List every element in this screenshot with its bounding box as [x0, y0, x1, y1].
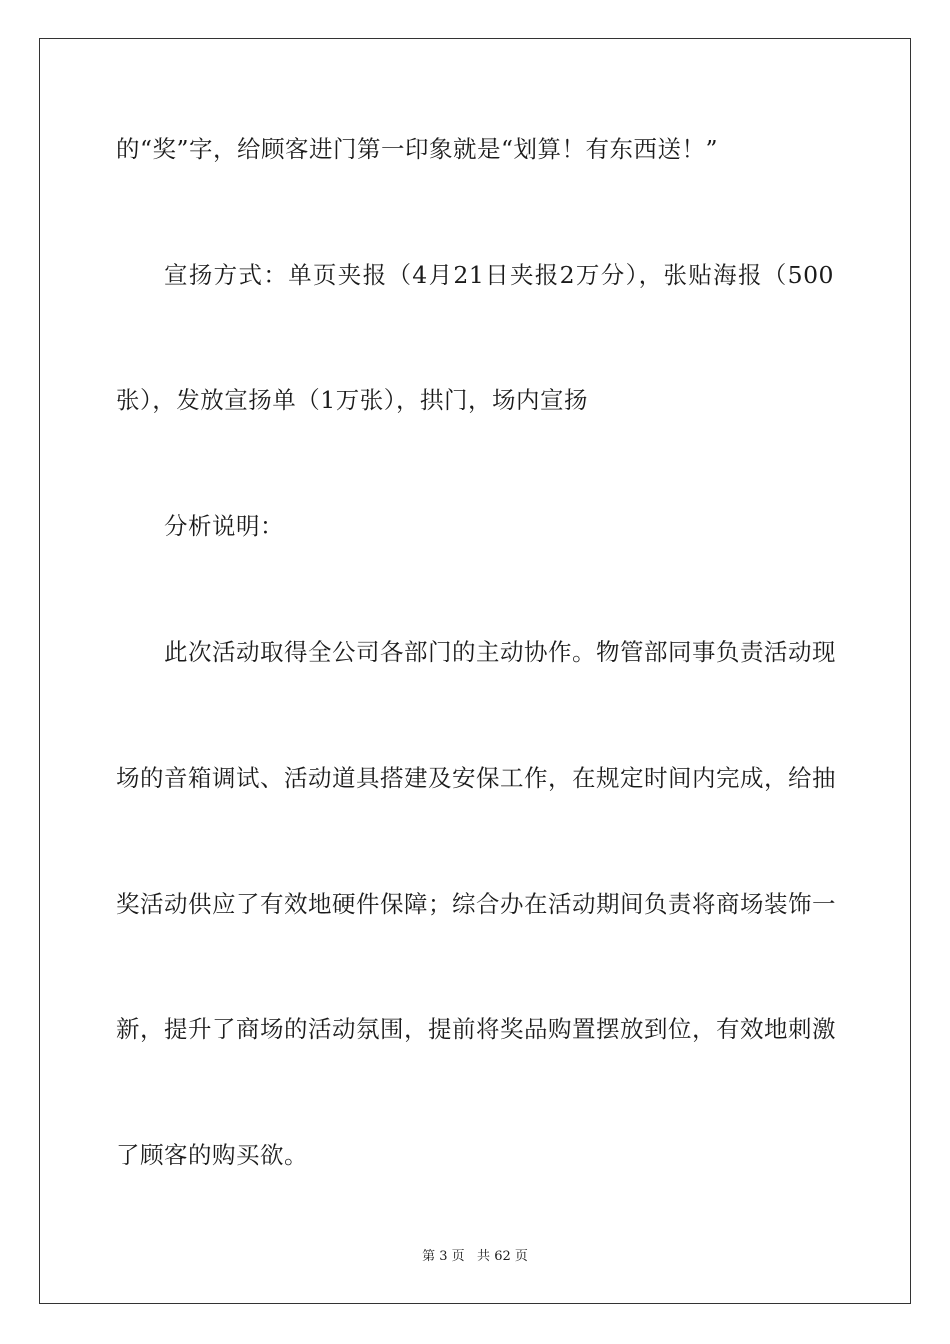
body-text-line-1: 的“奖”字，给顾客进门第一印象就是“划算！有东西送！” — [116, 135, 719, 163]
body-text-line-2: 宣扬方式：单页夹报（4月21日夹报2万分），张贴海报（500 — [164, 261, 834, 289]
body-text-line-3: 张），发放宣扬单（1万张），拱门，场内宣扬 — [116, 386, 588, 414]
body-text-line-5: 此次活动取得全公司各部门的主动协作。物管部同事负责活动现 — [164, 638, 836, 666]
body-text-line-7: 奖活动供应了有效地硬件保障；综合办在活动期间负责将商场装饰一 — [116, 890, 836, 918]
page-number-footer: 第 3 页 共 62 页 — [422, 1249, 528, 1264]
body-text-line-6: 场的音箱调试、活动道具搭建及安保工作，在规定时间内完成，给抽 — [116, 764, 836, 792]
page-border — [39, 38, 911, 1304]
section-heading-analysis: 分析说明： — [164, 512, 284, 540]
body-text-line-8: 新，提升了商场的活动氛围，提前将奖品购置摆放到位，有效地刺激 — [116, 1015, 836, 1043]
body-text-line-9: 了顾客的购买欲。 — [116, 1141, 308, 1169]
